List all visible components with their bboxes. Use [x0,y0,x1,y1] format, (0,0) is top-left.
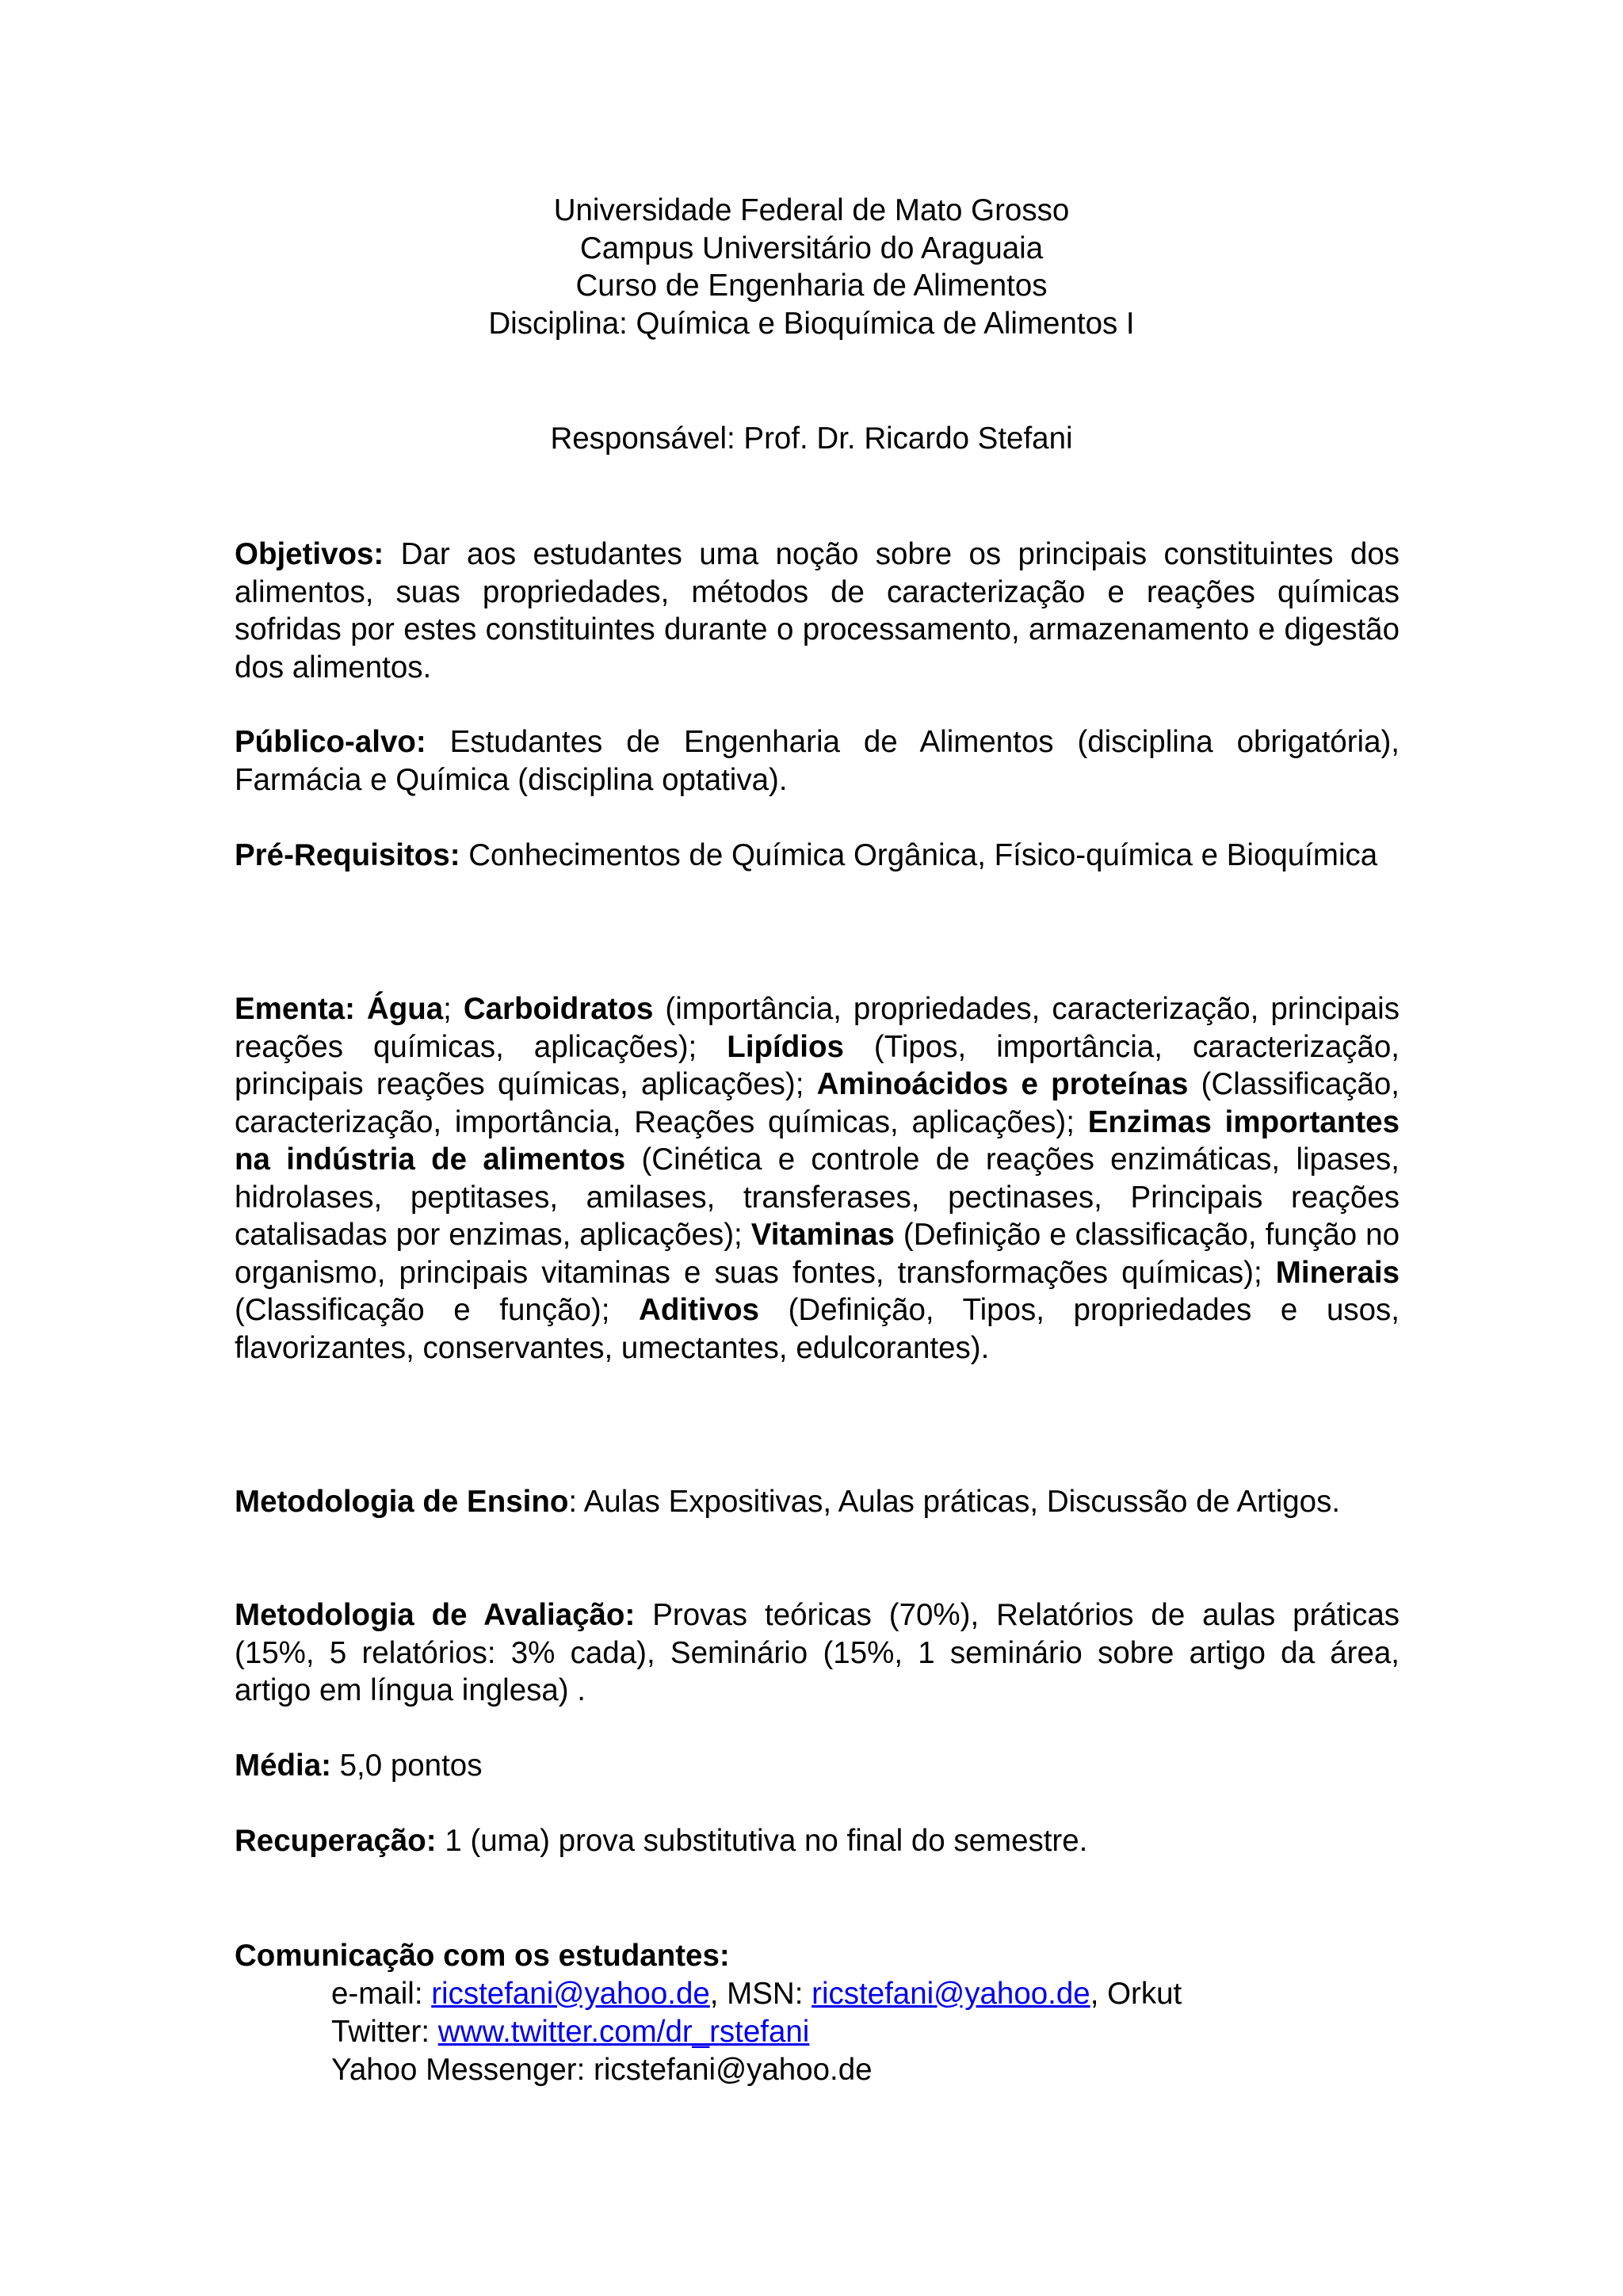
ementa-vitaminas-text: (Definição e classificação, função no organismo, principais vitaminas e suas fontes, transformações químicas); [235,1218,1400,1290]
objetivos-label: Objetivos: [235,537,384,571]
ementa-separator: ; [443,992,464,1026]
recuperacao-label: Recuperação: [235,1824,437,1858]
media-paragraph [235,1747,1400,1785]
ementa-lipidios: Lipídios [727,1029,844,1064]
responsible-professor: Responsável: Prof. Dr. Ricardo Stefani [550,421,1073,456]
ementa-aminoacidos: Aminoácidos e proteínas [816,1067,1189,1101]
publico-alvo-paragraph [235,723,1400,799]
objetivos-text: Dar aos estudantes uma noção sobre os principais constituintes dos alimentos, suas propriedades, métodos de caracterização e reações químicas sofridas por estes constituintes durante o processamento, armazenamento e digestão dos alimentos. [235,537,1400,685]
metodologia-ensino-paragraph [235,1483,1400,1521]
msn-link[interactable]: ricstefani@yahoo.de [812,1977,1090,2011]
campus-name: Campus Universitário do Araguaia [579,231,1044,265]
ementa-enzimas-text: (Cinética e controle de reações enzimáticas, lipases, hidrolases, peptitases, amilases, transferases, pectinases, Principais reações catalisadas por enzimas, aplicações); [235,1142,1400,1252]
contact-email-line [331,1975,1182,2013]
ementa-carboidratos: Carboidratos [463,992,654,1026]
ementa-minerais: Minerais [1275,1255,1400,1290]
contact-yahoo-line: Yahoo Messenger: ricstefani@yahoo.de [331,2053,873,2087]
ementa-carboidratos-text: (importância, propriedades, caracterização, principais reações químicas, aplicações); [235,992,1400,1064]
media-text: 5,0 pontos [330,1749,483,1783]
prerequisitos-paragraph [235,837,1400,875]
metodologia-avaliacao-text: Provas teóricas (70%), Relatórios de aulas práticas (15%, 5 relatórios: 3% cada), Seminário (15%, 1 seminário sobre artigo da área, artigo em língua inglesa) . [235,1598,1400,1707]
ementa-paragraph [235,990,1400,1367]
metodologia-ensino-label: Metodologia de Ensino [235,1485,569,1519]
metodologia-ensino-text: : Aulas Expositivas, Aulas práticas, Discussão de Artigos. [568,1485,1341,1519]
course-name: Curso de Engenharia de Alimentos [575,269,1048,303]
metodologia-avaliacao-label: Metodologia de Avaliação: [235,1598,636,1632]
msn-label: , MSN: [709,1977,812,2011]
twitter-link[interactable]: www.twitter.com/dr_rstefani [437,2015,810,2049]
ementa-enzimas: Enzimas importantes na indústria de alimentos [235,1104,1400,1177]
ementa-label: Ementa: [235,992,355,1026]
email-label: e-mail: [331,1977,432,2011]
publico-alvo-label: Público-alvo: [235,725,426,759]
prerequisitos-text: Conhecimentos de Química Orgânica, Físico-química e Bioquímica [460,838,1378,872]
ementa-aminoacidos-text: (Classificação, caracterização, importância, Reações químicas, aplicações); [235,1067,1400,1139]
recuperacao-paragraph [235,1822,1400,1860]
prerequisitos-label: Pré-Requisitos: [235,838,460,872]
orkut-text: , Orkut [1090,1977,1182,2011]
university-name: Universidade Federal de Mato Grosso [553,193,1070,227]
ementa-aditivos-text: (Definição, Tipos, propriedades e usos, flavorizantes, conservantes, umectantes, edulcorantes). [235,1293,1400,1365]
discipline-name: Disciplina: Química e Bioquímica de Alimentos I [488,306,1135,341]
publico-alvo-text: Estudantes de Engenharia de Alimentos (disciplina obrigatória), Farmácia e Química (disciplina optativa). [235,725,1400,797]
ementa-agua: Água [366,992,444,1026]
metodologia-avaliacao-paragraph [235,1596,1400,1710]
twitter-label: Twitter: [331,2015,438,2049]
document-header [0,192,1623,342]
email-link[interactable]: ricstefani@yahoo.de [431,1977,710,2011]
comunicacao-heading [235,1937,1400,1975]
contact-twitter-line [331,2013,809,2051]
media-label: Média: [235,1749,331,1783]
objetivos-paragraph [235,536,1400,686]
ementa-minerais-text: (Classificação e função); [235,1293,640,1327]
ementa-lipidios-text: (Tipos, importância, caracterização, principais reações químicas, aplicações); [235,1029,1400,1101]
ementa-vitaminas: Vitaminas [750,1218,895,1252]
recuperacao-text: 1 (uma) prova substitutiva no final do semestre. [436,1824,1088,1858]
comunicacao-label: Comunicação com os estudantes: [235,1939,730,1973]
ementa-aditivos: Aditivos [639,1293,759,1327]
